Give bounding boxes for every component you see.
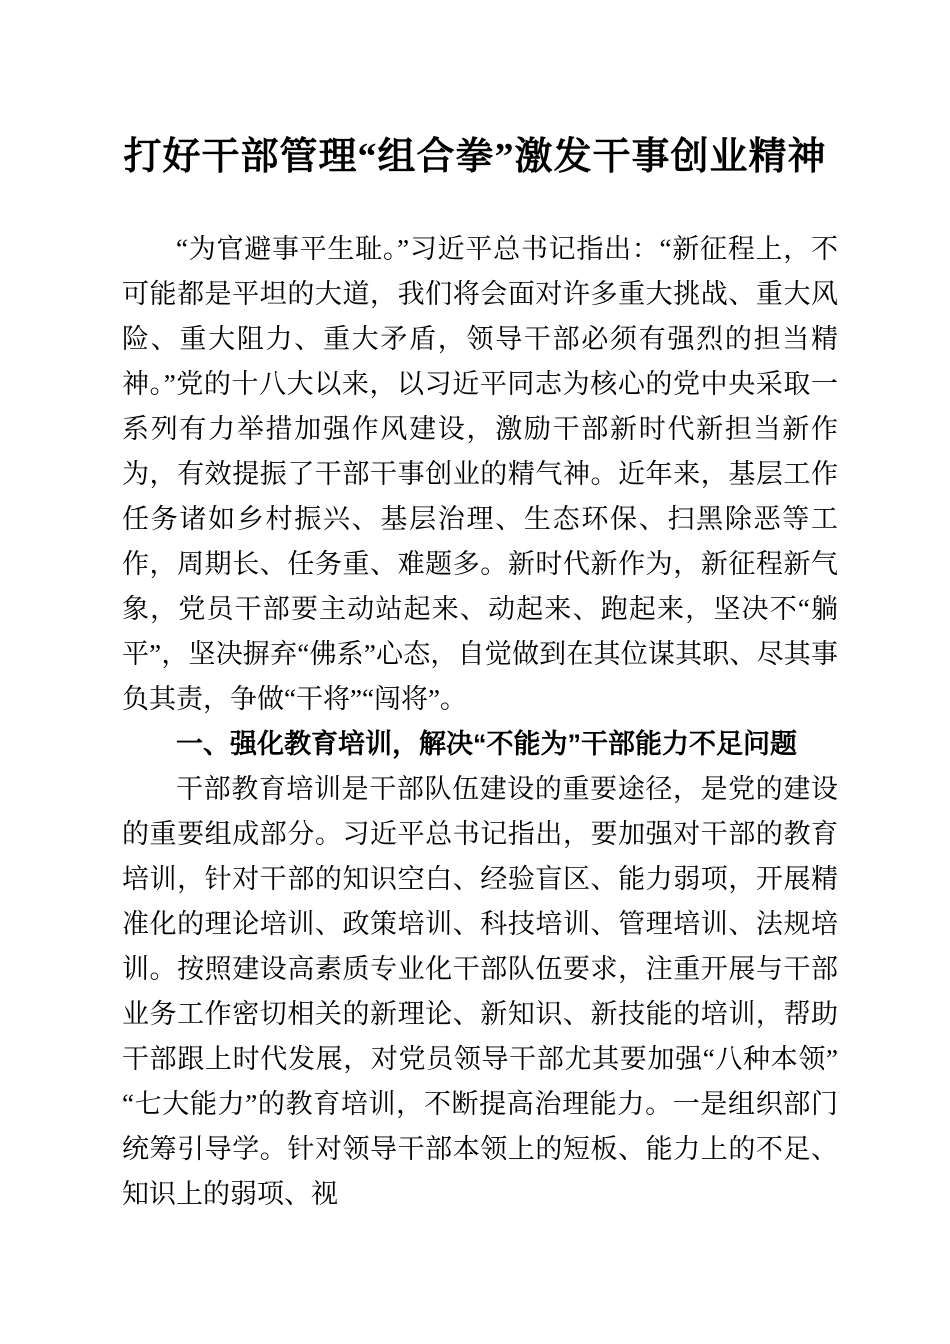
section-heading: 一、强化教育培训，解决“不能为”干部能力不足问题 [176,729,797,759]
body-paragraph: 干部教育培训是干部队伍建设的重要途径，是党的建设的重要组成部分。习近平总书记指出，要加强对干部的教育培训，针对干部的知识空白、经验盲区、能力弱项，开展精准化的理论培训、政策培训、科技培训、管理培训、法规培训。按照建设高素质专业化干部队伍要求，注重开展与干部业务工作密切相关的新理论、新知识、新技能的培训，帮助干部跟上时代发展，对党员领导干部尤其要加强“八种本领”“七大能力”的教育培训，不断提高治理能力。一是组织部门统筹引导学。针对领导干部本领上的短板、能力上的不足、知识上的弱项、视 [122,774,838,1209]
body-paragraph: “为官避事平生耻。”习近平总书记指出：“新征程上，不可能都是平坦的大道，我们将会面对许多重大挑战、重大风险、重大阻力、重大矛盾，领导干部必须有强烈的担当精神。”党的十八大以来，以习近平同志为核心的党中央采取一系列有力举措加强作风建设，激励干部新时代新担当新作为，有效提振了干部干事创业的精气神。近年来，基层工作任务诸如乡村振兴、基层治理、生态环保、扫黑除恶等工作，周期长、任务重、难题多。新时代新作为，新征程新气象，党员干部要主动站起来、动起来、跑起来，坚决不“躺平”，坚决摒弃“佛系”心态，自觉做到在其位谋其职、尽其事负其责，争做“干将”“闯将”。 [122,234,838,714]
document-title: 打好干部管理“组合拳”激发干事创业精神 [123,136,827,178]
document-body [0,227,950,1217]
